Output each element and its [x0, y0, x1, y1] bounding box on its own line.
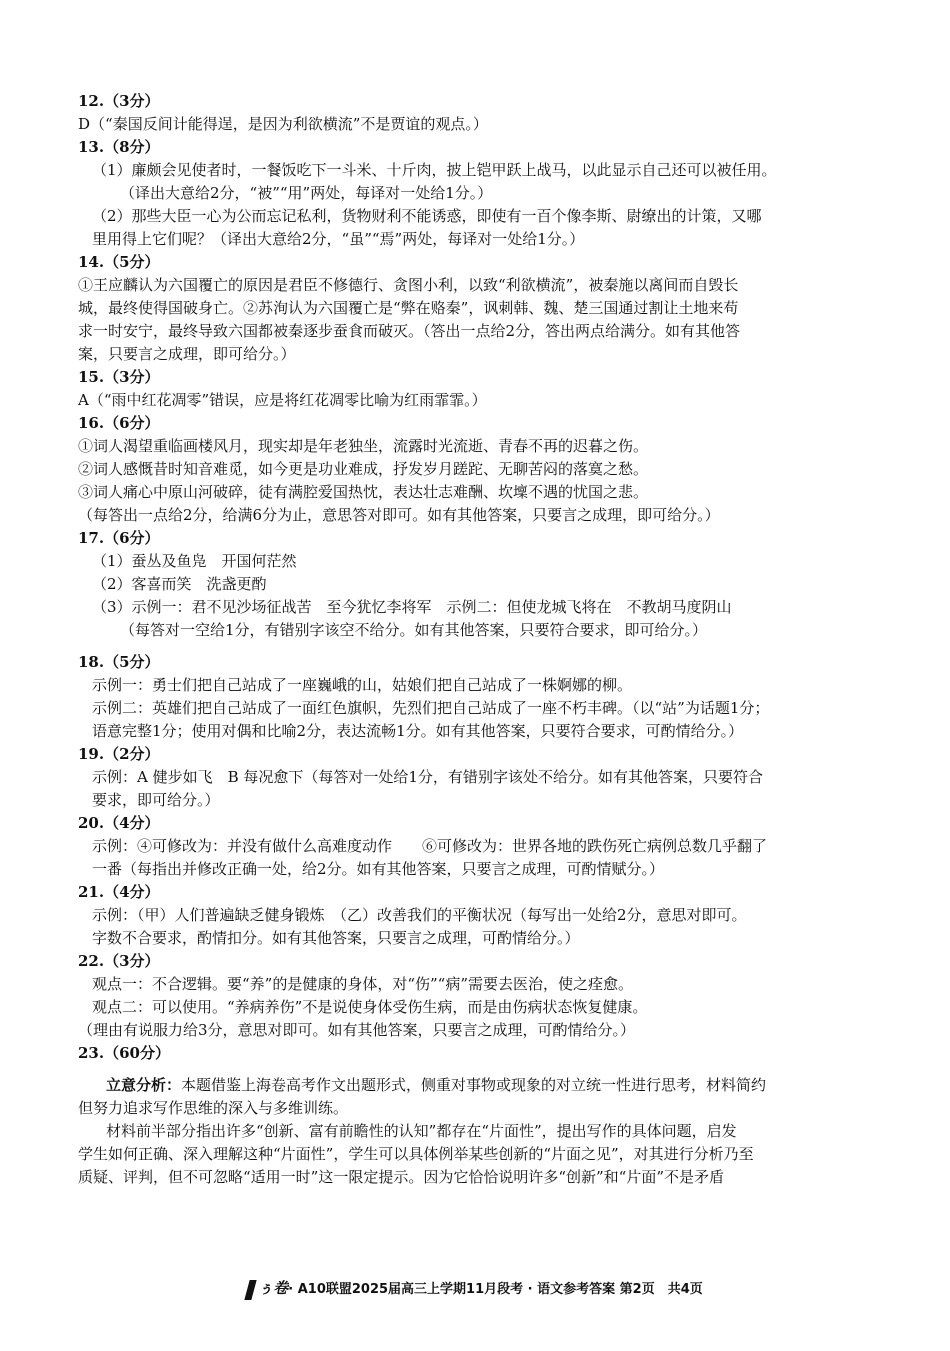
answer-line: 里用得上它们呢？（译出大意给2分，“虽”“焉”两处，每译对一处给1分。） — [92, 230, 585, 248]
footer-brand: ぅ卷 — [258, 1279, 289, 1297]
answer-line: ①王应麟认为六国覆亡的原因是君臣不修德行、贪图小利，以致“利欲横流”，被秦施以离间而自毁长 — [78, 276, 739, 294]
answer-line: 案，只要言之成理，即可给分。） — [78, 345, 296, 363]
answer-key-content — [78, 90, 878, 1189]
answer-line: （1）廉颇会见使者时，一餐饭吃下一斗米、十斤肉，披上铠甲跃上战马，以此显示自己还可以被任用。 — [92, 161, 777, 179]
question-number: 23.（60分） — [78, 1044, 170, 1062]
answer-line: （3）示例一：君不见沙场征战苦 至今犹忆李将军 示例二：但使龙城飞将在 不教胡马度阴山 — [92, 598, 732, 616]
answer-line: ③词人痛心中原山河破碎，徒有满腔爱国热忱，表达壮志难酬、坎壈不遇的忧国之悲。 — [78, 483, 649, 501]
answer-line: （每答对一空给1分，有错别字该空不给分。如有其他答案，只要符合要求，即可给分。） — [120, 621, 708, 639]
question-number: 20.（4分） — [78, 814, 160, 832]
answer-line: 立意分析：本题借鉴上海卷高考作文出题形式，侧重对事物或现象的对立统一性进行思考，材料简约 — [106, 1076, 767, 1094]
answer-line: 但努力追求写作思维的深入与多维训练。 — [78, 1099, 349, 1117]
question-number: 21.（4分） — [78, 883, 160, 901]
question-number: 18.（5分） — [78, 653, 160, 671]
answer-line: 示例一：勇士们把自己站成了一座巍峨的山，姑娘们把自己站成了一株婀娜的柳。 — [92, 676, 633, 694]
answer-line: ②词人感慨昔时知音难觅，如今更是功业难成，抒发岁月蹉跎、无聊苦闷的落寞之愁。 — [78, 460, 649, 478]
answer-line: 观点二：可以使用。“养病养伤”不是说使身体受伤生病，而是由伤病状态恢复健康。 — [92, 998, 648, 1016]
answer-line: 材料前半部分指出许多“创新、富有前瞻性的认知”都存在“片面性”，提出写作的具体问题，启发 — [106, 1122, 737, 1140]
footer-text: · A10联盟2025届高三上学期11月段考 · 语文参考答案 第2页 共4页 — [288, 1282, 703, 1297]
answer-line: 一番（每指出并修改正确一处，给2分。如有其他答案，只要言之成理，可酌情赋分。） — [92, 860, 665, 878]
question-number: 13.（8分） — [78, 138, 160, 156]
question-number: 19.（2分） — [78, 745, 160, 763]
answer-line: （1）蚕丛及鱼凫 开国何茫然 — [92, 552, 297, 570]
answer-line: D（“秦国反间计能得逞，是因为利欲横流”不是贾谊的观点。） — [78, 115, 488, 133]
answer-line: （理由有说服力给3分，意思对即可。如有其他答案，只要言之成理，可酌情给分。） — [78, 1021, 636, 1039]
question-number: 22.（3分） — [78, 952, 160, 970]
answer-line: （2）那些大臣一心为公而忘记私利，货物财利不能诱惑，即使有一百个像李斯、尉缭出的计策，又哪 — [92, 207, 762, 225]
logo-mark-icon — [245, 1280, 257, 1300]
answer-line: ①词人渴望重临画楼风月，现实却是年老独坐，流露时光流逝、青春不再的迟暮之伤。 — [78, 437, 649, 455]
answer-line: 求一时安宁，最终导致六国都被秦逐步蚕食而破灭。（答出一点给2分，答出两点给满分。如有其他答 — [78, 322, 741, 340]
answer-line: 要求，即可给分。） — [92, 791, 220, 809]
answer-line: （2）客喜而笑 洗盏更酌 — [92, 575, 267, 593]
page-footer — [0, 1277, 950, 1300]
question-number: 12.（3分） — [78, 92, 160, 110]
answer-line: 示例：④可修改为：并没有做什么高难度动作 ⑥可修改为：世界各地的跌伤死亡病例总数几乎翻了 — [92, 837, 768, 855]
answer-line: 学生如何正确、深入理解这种“片面性”，学生可以具体例举某些创新的“片面之见”，对其进行分析乃至 — [78, 1145, 754, 1163]
question-number: 16.（6分） — [78, 414, 160, 432]
answer-line: 质疑、评判，但不可忽略“适用一时”这一限定提示。因为它恰恰说明许多“创新”和“片面”不是矛盾 — [78, 1168, 725, 1186]
answer-line: 示例：（甲）人们普遍缺乏健身锻炼 （乙）改善我们的平衡状况（每写出一处给2分，意思对即可。 — [92, 906, 747, 924]
answer-line: A（“雨中红花凋零”错误，应是将红花凋零比喻为红雨霏霏。） — [78, 391, 487, 409]
question-number: 15.（3分） — [78, 368, 160, 386]
answer-line: 示例：A 健步如飞 B 每况愈下（每答对一处给1分，有错别字该处不给分。如有其他答案，只要符合 — [92, 768, 763, 786]
answer-line: 语意完整1分；使用对偶和比喻2分，表达流畅1分。如有其他答案，只要符合要求，可酌情给分。） — [92, 722, 744, 740]
answer-line: 观点一：不合逻辑。要“养”的是健康的身体，对“伤”“病”需要去医治，使之痊愈。 — [92, 975, 634, 993]
question-number: 14.（5分） — [78, 253, 160, 271]
question-number: 17.（6分） — [78, 529, 160, 547]
answer-line: （每答出一点给2分，给满6分为止，意思答对即可。如有其他答案，只要言之成理，即可给分。） — [78, 506, 720, 524]
answer-line: 城，最终使得国破身亡。②苏洵认为六国覆亡是“弊在赂秦”，讽刺韩、魏、楚三国通过割让土地来苟 — [78, 299, 739, 317]
answer-line: 字数不合要求，酌情扣分。如有其他答案，只要言之成理，可酌情给分。） — [92, 929, 580, 947]
analysis-label: 立意分析： — [106, 1076, 182, 1094]
answer-line: 示例二：英雄们把自己站成了一面红色旗帜，先烈们把自己站成了一座不朽丰碑。（以“站”为话题1分； — [92, 699, 770, 717]
answer-line: （译出大意给2分，“被”“用”两处，每译对一处给1分。） — [120, 184, 493, 202]
